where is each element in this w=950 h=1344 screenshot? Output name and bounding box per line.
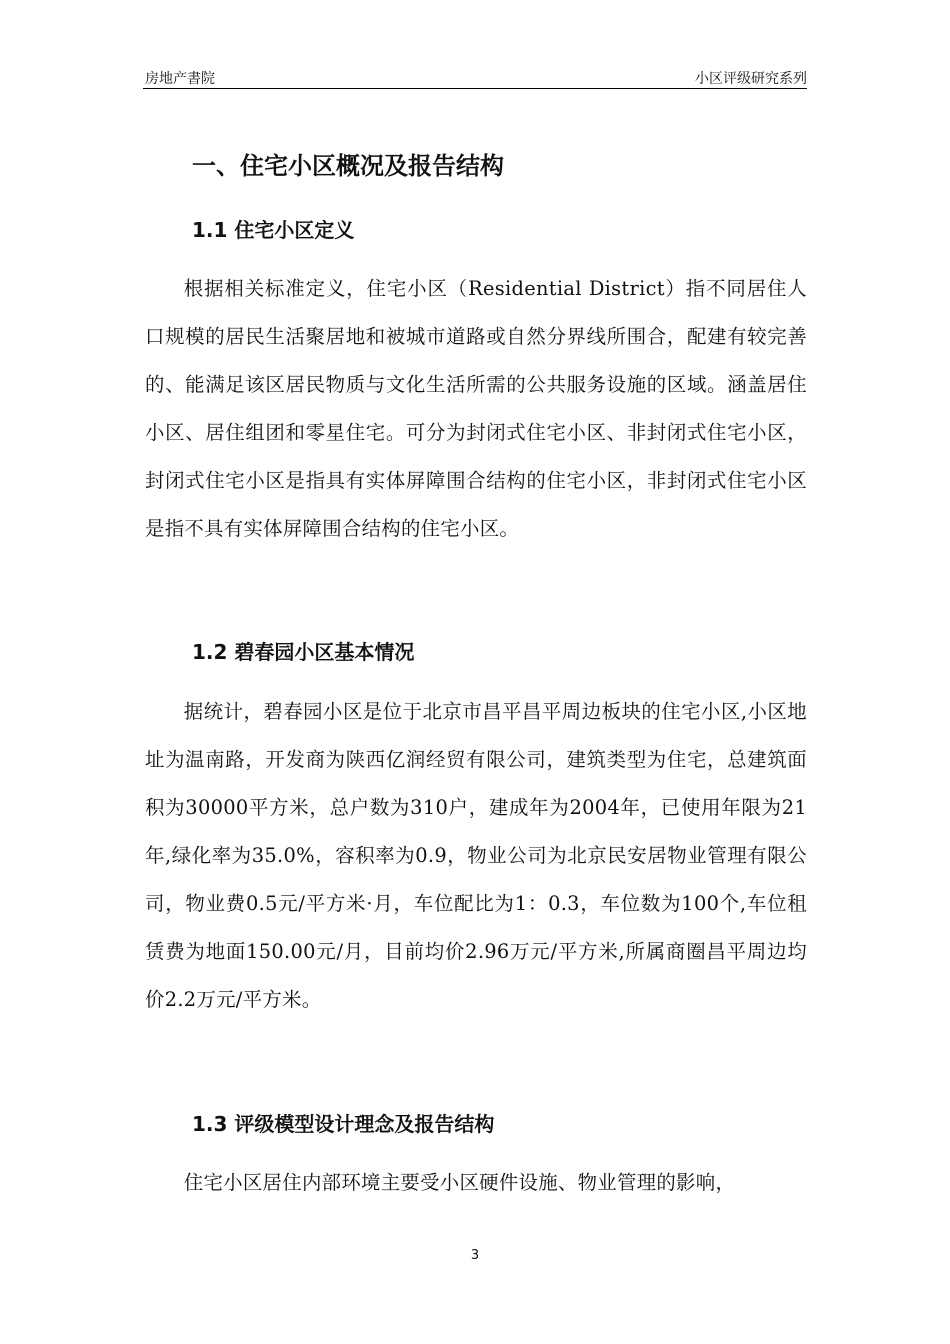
subsection-heading-1-2: 1.2 碧春园小区基本情况 (192, 640, 415, 664)
header-publisher: 房地产書院 (145, 71, 215, 87)
paragraph-definition: 根据相关标准定义，住宅小区（Residential District）指不同居住人口规模的居民生活聚居地和被城市道路或自然分界线所围合，配建有较完善的、能满足该区居民物质与文化生活所需的公共服务设施的区域。涵盖居住小区、居住组团和零星住宅。可分为封闭式住宅小区、非封闭式住宅小区，封闭式住宅小区是指具有实体屏障围合结构的住宅小区，非封闭式住宅小区是指不具有实体屏障围合结构的住宅小区。 (145, 277, 807, 540)
header-series-title: 小区评级研究系列 (695, 71, 807, 87)
subsection-heading-1-3: 1.3 评级模型设计理念及报告结构 (192, 1112, 495, 1136)
header-divider (143, 88, 807, 89)
section-title: 一、住宅小区概况及报告结构 (192, 152, 504, 180)
paragraph-model-design: 住宅小区居住内部环境主要受小区硬件设施、物业管理的影响， (183, 1171, 736, 1194)
subsection-heading-1-1: 1.1 住宅小区定义 (192, 218, 355, 242)
page-number: 3 (470, 1248, 480, 1263)
paragraph-community-overview: 据统计，碧春园小区是位于北京市昌平昌平周边板块的住宅小区,小区地址为温南路，开发商为陕西亿润经贸有限公司，建筑类型为住宅，总建筑面积为30000平方米，总户数为310户，建成年为2004年，已使用年限为21年,绿化率为35.0%，容积率为0.9，物业公司为北京民安居物业管理有限公司，物业费0.5元/平方米·月，车位配比为1：0.3，车位数为100个,车位租赁费为地面150.00元/月，目前均价2.96万元/平方米,所属商圈昌平周边均价2.2万元/平方米。 (145, 700, 807, 1011)
